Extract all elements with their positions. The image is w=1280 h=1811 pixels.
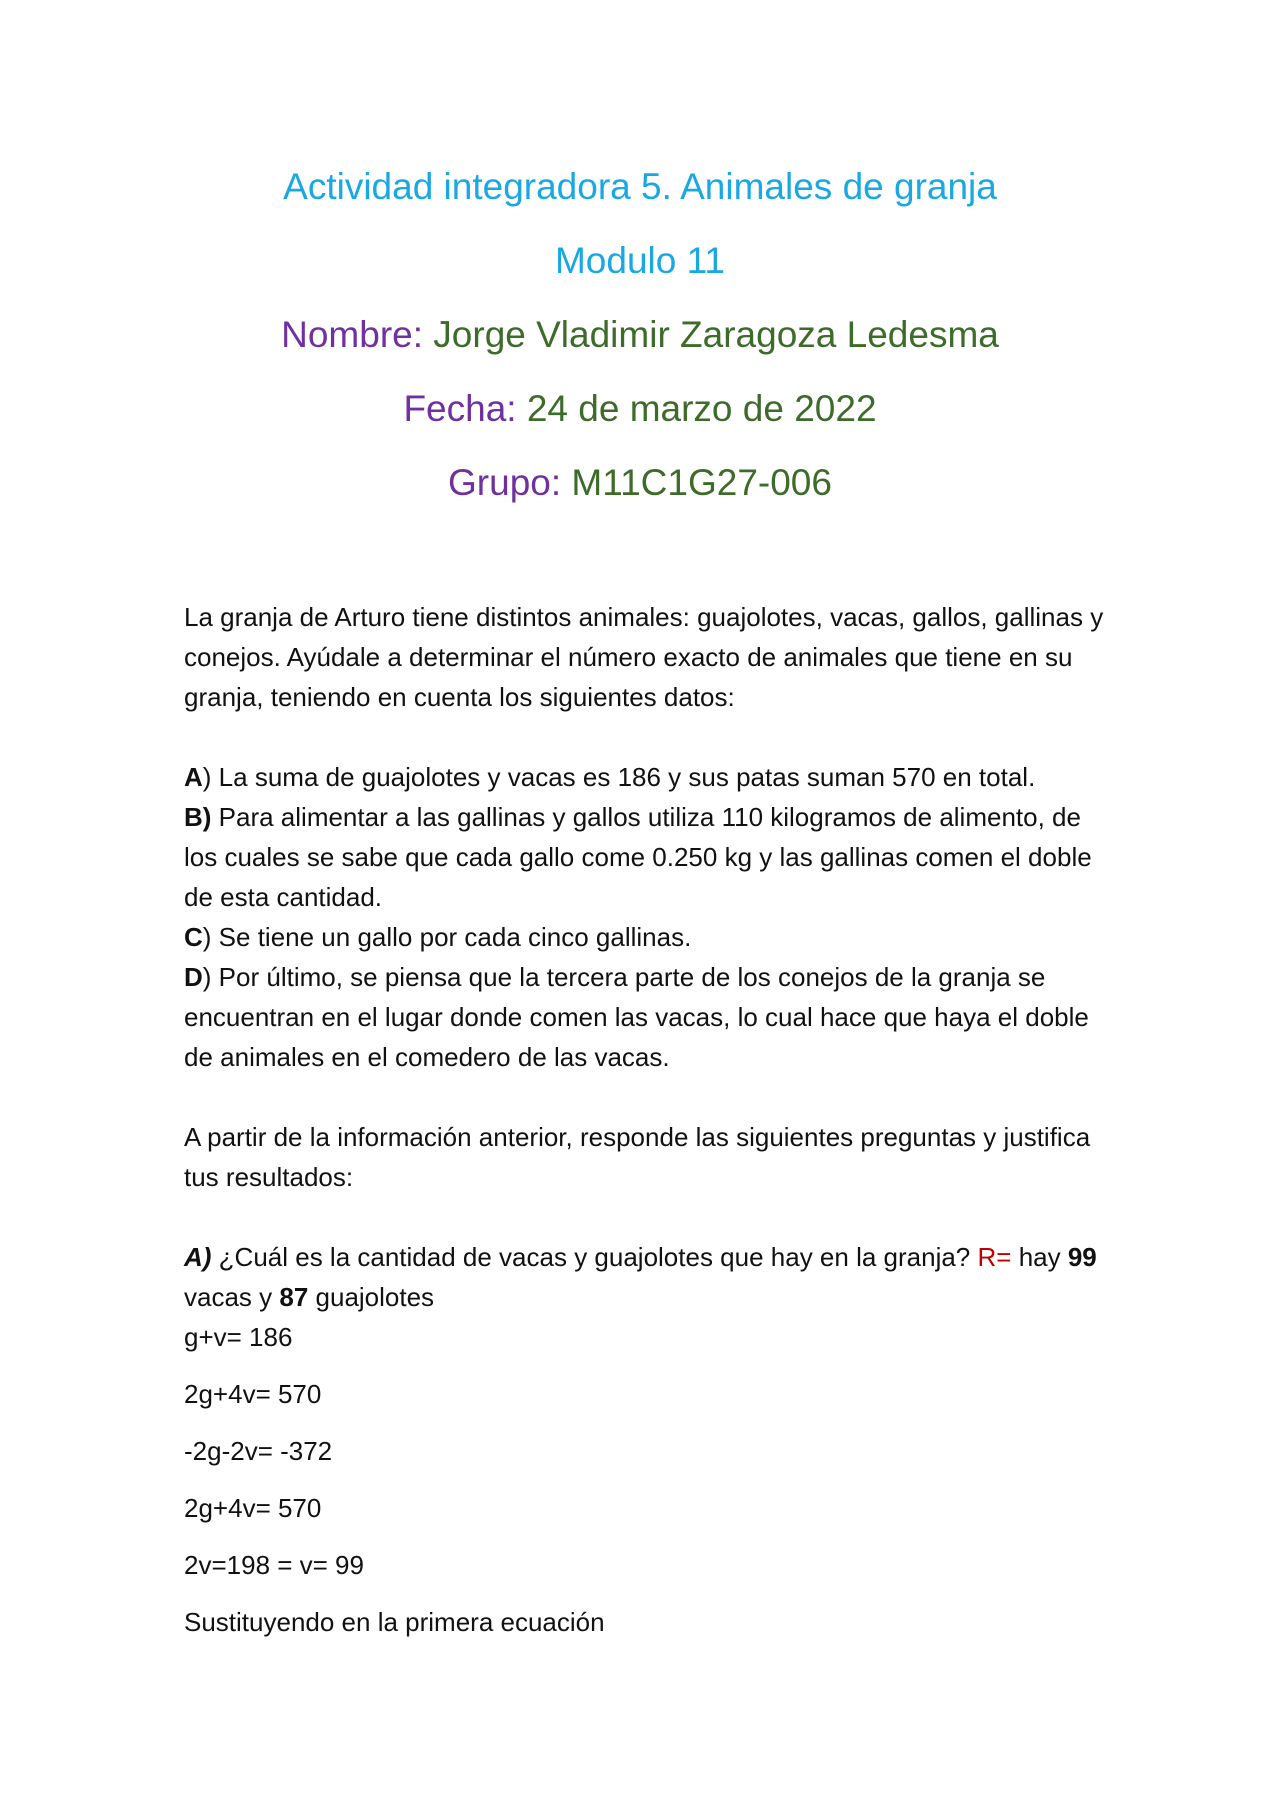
item-text: Se tiene un gallo por cada cinco gallinas. bbox=[211, 922, 692, 952]
question-label: A) bbox=[184, 1242, 212, 1272]
module-title: Modulo 11 bbox=[554, 240, 726, 281]
item-text: La suma de guajolotes y vacas es 186 y sus patas suman 570 en total. bbox=[211, 762, 1036, 792]
date-label: Fecha: bbox=[403, 388, 517, 429]
document-header bbox=[0, 150, 1280, 520]
answer-post: guajolotes bbox=[308, 1282, 435, 1312]
equation-line: -2g-2v= -372 bbox=[184, 1436, 333, 1466]
item-text: Para alimentar a las gallinas y gallos utiliza 110 kilogramos de alimento, de los cuales se sabe que cada gallo come 0.250 kg y las gallinas comen el doble de esta cantidad. bbox=[184, 802, 1092, 912]
name-line bbox=[0, 298, 1280, 372]
equation-line: 2g+4v= 570 bbox=[184, 1493, 322, 1523]
group-line bbox=[0, 446, 1280, 520]
question-a bbox=[184, 1237, 1104, 1317]
date-value: 24 de marzo de 2022 bbox=[516, 388, 877, 429]
data-item-d bbox=[184, 957, 1104, 1077]
answer-pre: hay bbox=[1011, 1242, 1068, 1272]
question-text: ¿Cuál es la cantidad de vacas y guajolotes que hay en la granja? bbox=[211, 1242, 978, 1272]
data-item-c bbox=[184, 917, 1104, 957]
answer-cows: 99 bbox=[1067, 1242, 1097, 1272]
item-label: A bbox=[184, 762, 203, 792]
group-label: Grupo: bbox=[448, 462, 562, 503]
spacer bbox=[184, 1077, 1104, 1117]
group-value: M11C1G27-006 bbox=[561, 462, 832, 503]
date-line bbox=[0, 372, 1280, 446]
spacer bbox=[184, 1197, 1104, 1237]
item-label: B) bbox=[184, 802, 212, 832]
name-value: Jorge Vladimir Zaragoza Ledesma bbox=[423, 314, 999, 355]
item-paren: ) bbox=[202, 962, 212, 992]
spacer bbox=[184, 717, 1104, 757]
item-paren: ) bbox=[202, 922, 212, 952]
name-label: Nombre: bbox=[281, 314, 424, 355]
equation-line: 2g+4v= 570 bbox=[184, 1379, 322, 1409]
answer-marker: R= bbox=[977, 1242, 1012, 1272]
closing-line: Sustituyendo en la primera ecuación bbox=[184, 1607, 605, 1637]
answer-turkeys: 87 bbox=[279, 1282, 309, 1312]
instructions-paragraph: A partir de la información anterior, responde las siguientes preguntas y justifica tus resultados: bbox=[184, 1122, 1091, 1192]
equation-line: 2v=198 = v= 99 bbox=[184, 1550, 364, 1580]
equation-line: g+v= 186 bbox=[184, 1322, 293, 1352]
item-label: C bbox=[184, 922, 203, 952]
data-item-b bbox=[184, 797, 1104, 917]
document-body bbox=[184, 597, 1104, 1642]
document-title: Actividad integradora 5. Animales de granja bbox=[283, 166, 997, 207]
data-item-a bbox=[184, 757, 1104, 797]
item-text: Por último, se piensa que la tercera parte de los conejos de la granja se encuentran en el lugar donde comen las vacas, lo cual hace que haya el doble de animales en el comedero de las vacas. bbox=[184, 962, 1089, 1072]
intro-paragraph: La granja de Arturo tiene distintos animales: guajolotes, vacas, gallos, gallinas y conejos. Ayúdale a determinar el número exacto de animales que tiene en su granja, teniendo en cuenta los siguientes datos: bbox=[184, 602, 1104, 712]
answer-mid: vacas y bbox=[184, 1282, 280, 1312]
item-paren: ) bbox=[202, 762, 212, 792]
item-label: D bbox=[184, 962, 203, 992]
